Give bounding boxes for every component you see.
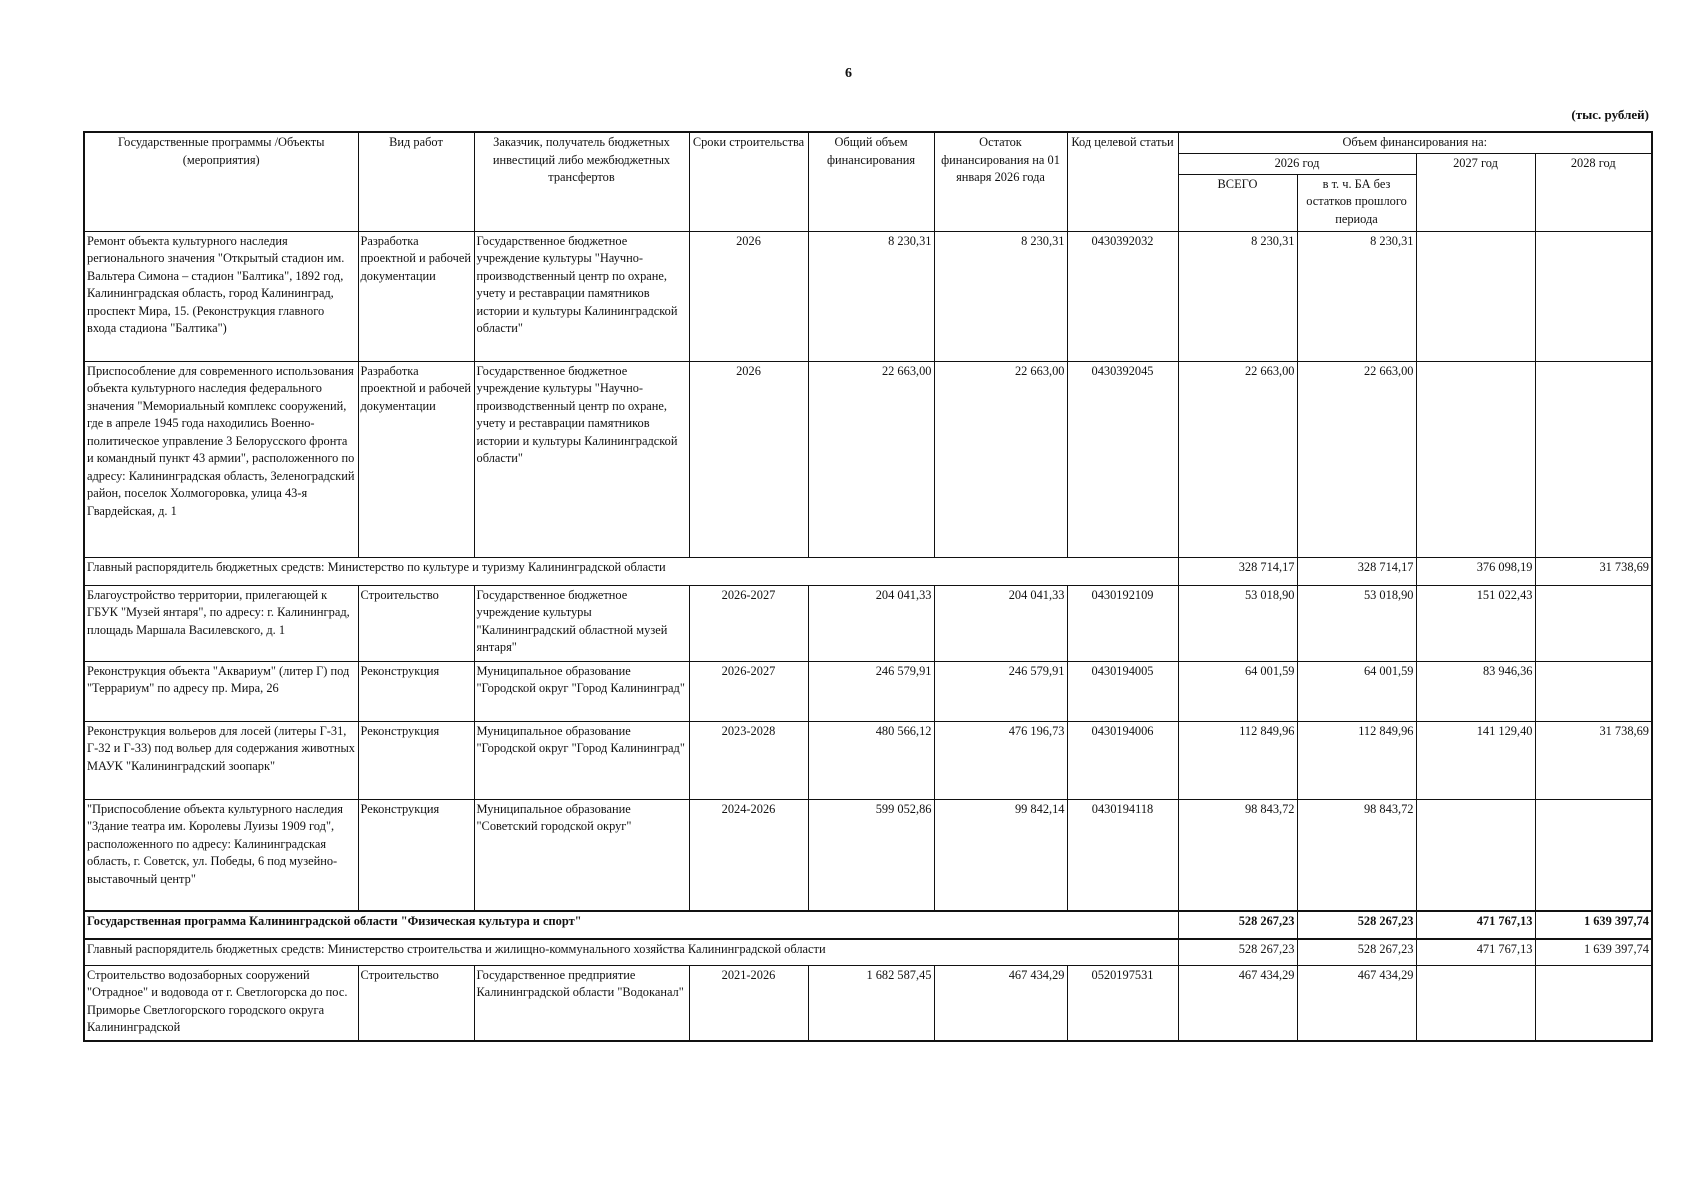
- value-2027: [1416, 231, 1535, 361]
- customer: Государственное бюджетное учреждение культуры "Калининградский областной музей янтаря": [474, 585, 689, 661]
- value-2027: 151 022,43: [1416, 585, 1535, 661]
- summary-row: [84, 939, 1652, 965]
- code: 0430194118: [1067, 799, 1178, 911]
- ba-2026: 528 267,23: [1297, 911, 1416, 939]
- value-2027: 471 767,13: [1416, 911, 1535, 939]
- ba-2026: 8 230,31: [1297, 231, 1416, 361]
- value-2028: [1535, 965, 1652, 1041]
- object-name: Приспособление для современного использования объекта культурного наследия федерального значения "Мемориальный комплекс сооружений, где в апреле 1945 года находились Военно-политическое управление 3 Белорусского фронта и командный пункт 43 армии", расположенного по адресу: Калининградская область, Зеленоградский район, поселок Холмогоровка, улица 43-я Гвардейская, д. 1: [84, 361, 358, 557]
- terms: 2023-2028: [689, 721, 808, 799]
- ba-2026: 98 843,72: [1297, 799, 1416, 911]
- value-2028: [1535, 661, 1652, 721]
- terms: 2026: [689, 361, 808, 557]
- header-2028: 2028 год: [1535, 153, 1652, 231]
- remainder: 476 196,73: [934, 721, 1067, 799]
- table-row: [84, 361, 1652, 557]
- header-programs: Государственные программы /Объекты (мероприятия): [84, 132, 358, 231]
- total: 480 566,12: [808, 721, 934, 799]
- ba-2026: 467 434,29: [1297, 965, 1416, 1041]
- value-2028: 1 639 397,74: [1535, 911, 1652, 939]
- value-2028: [1535, 585, 1652, 661]
- summary-row: [84, 557, 1652, 585]
- terms: 2024-2026: [689, 799, 808, 911]
- remainder: 99 842,14: [934, 799, 1067, 911]
- object-name: Реконструкция вольеров для лосей (литеры Г-31, Г-32 и Г-33) под вольер для содержания животных МАУК "Калининградский зоопарк": [84, 721, 358, 799]
- program-label: Государственная программа Калининградской области "Физическая культура и спорт": [84, 911, 1178, 939]
- table-row: [84, 965, 1652, 1041]
- code: 0430392045: [1067, 361, 1178, 557]
- code: 0430192109: [1067, 585, 1178, 661]
- value-2028: [1535, 799, 1652, 911]
- object-name: Строительство водозаборных сооружений "Отрадное" и водовода от г. Светлогорска до пос. Приморье Светлогорского городского округа Калининградской: [84, 965, 358, 1041]
- terms: 2026-2027: [689, 585, 808, 661]
- value-2027: [1416, 799, 1535, 911]
- all-2026: 528 267,23: [1178, 911, 1297, 939]
- work-type: Реконструкция: [358, 661, 474, 721]
- terms: 2021-2026: [689, 965, 808, 1041]
- all-2026: 528 267,23: [1178, 939, 1297, 965]
- value-2027: [1416, 361, 1535, 557]
- work-type: Разработка проектной и рабочей документации: [358, 361, 474, 557]
- header-terms: Сроки строительства: [689, 132, 808, 231]
- object-name: Реконструкция объекта "Аквариум" (литер Г) под "Террариум" по адресу пр. Мира, 26: [84, 661, 358, 721]
- table-row: [84, 231, 1652, 361]
- all-2026: 8 230,31: [1178, 231, 1297, 361]
- terms: 2026: [689, 231, 808, 361]
- work-type: Разработка проектной и рабочей документации: [358, 231, 474, 361]
- total: 22 663,00: [808, 361, 934, 557]
- all-2026: 22 663,00: [1178, 361, 1297, 557]
- work-type: Реконструкция: [358, 721, 474, 799]
- header-total: Общий объем финансирования: [808, 132, 934, 231]
- ba-2026: 53 018,90: [1297, 585, 1416, 661]
- all-2026: 53 018,90: [1178, 585, 1297, 661]
- remainder: 204 041,33: [934, 585, 1067, 661]
- all-2026: 112 849,96: [1178, 721, 1297, 799]
- ba-2026: 22 663,00: [1297, 361, 1416, 557]
- table-row: [84, 585, 1652, 661]
- customer: Государственное предприятие Калининградской области "Водоканал": [474, 965, 689, 1041]
- header-code: Код целевой статьи: [1067, 132, 1178, 231]
- program-row: [84, 911, 1652, 939]
- value-2028: [1535, 361, 1652, 557]
- header-all: ВСЕГО: [1178, 174, 1297, 231]
- financing-table: [83, 131, 1653, 1042]
- ba-2026: 528 267,23: [1297, 939, 1416, 965]
- code: 0430194005: [1067, 661, 1178, 721]
- customer: Муниципальное образование "Советский городской округ": [474, 799, 689, 911]
- value-2027: 141 129,40: [1416, 721, 1535, 799]
- value-2028: [1535, 231, 1652, 361]
- customer: Государственное бюджетное учреждение культуры "Научно-производственный центр по охране, учету и реставрации памятников истории и культуры Калининградской области": [474, 361, 689, 557]
- customer: Муниципальное образование "Городской округ "Город Калининград": [474, 721, 689, 799]
- total: 204 041,33: [808, 585, 934, 661]
- work-type: Реконструкция: [358, 799, 474, 911]
- object-name: "Приспособление объекта культурного наследия "Здание театра им. Королевы Луизы 1909 год", расположенного по адресу: Калининградская область, г. Советск, ул. Победы, 6 под музейно-выставочный центр": [84, 799, 358, 911]
- table-row: [84, 721, 1652, 799]
- all-2026: 98 843,72: [1178, 799, 1297, 911]
- ba-2026: 112 849,96: [1297, 721, 1416, 799]
- work-type: Строительство: [358, 965, 474, 1041]
- all-2026: 64 001,59: [1178, 661, 1297, 721]
- code: 0430194006: [1067, 721, 1178, 799]
- units-label: (тыс. рублей): [1571, 107, 1649, 122]
- remainder: 8 230,31: [934, 231, 1067, 361]
- header-ba: в т. ч. БА без остатков прошлого периода: [1297, 174, 1416, 231]
- remainder: 22 663,00: [934, 361, 1067, 557]
- value-2027: 471 767,13: [1416, 939, 1535, 965]
- header-row-1: [84, 132, 1652, 153]
- header-2026: 2026 год: [1178, 153, 1416, 174]
- object-name: Благоустройство территории, прилегающей к ГБУК "Музей янтаря", по адресу: г. Калининград, площадь Маршала Василевского, д. 1: [84, 585, 358, 661]
- total: 599 052,86: [808, 799, 934, 911]
- page-number: 6: [845, 66, 852, 81]
- table-row: [84, 799, 1652, 911]
- code: 0520197531: [1067, 965, 1178, 1041]
- header-2027: 2027 год: [1416, 153, 1535, 231]
- customer: Государственное бюджетное учреждение культуры "Научно-производственный центр по охране, учету и реставрации памятников истории и культуры Калининградской области": [474, 231, 689, 361]
- remainder: 467 434,29: [934, 965, 1067, 1041]
- header-work-type: Вид работ: [358, 132, 474, 231]
- value-2027: 83 946,36: [1416, 661, 1535, 721]
- all-2026: 328 714,17: [1178, 557, 1297, 585]
- ba-2026: 64 001,59: [1297, 661, 1416, 721]
- customer: Муниципальное образование "Городской округ "Город Калининград": [474, 661, 689, 721]
- value-2028: 31 738,69: [1535, 557, 1652, 585]
- summary-label: Главный распорядитель бюджетных средств: Министерство строительства и жилищно-коммунального хозяйства Калининградской области: [84, 939, 1178, 965]
- value-2028: 31 738,69: [1535, 721, 1652, 799]
- header-customer: Заказчик, получатель бюджетных инвестиций либо межбюджетных трансфертов: [474, 132, 689, 231]
- all-2026: 467 434,29: [1178, 965, 1297, 1041]
- code: 0430392032: [1067, 231, 1178, 361]
- summary-label: Главный распорядитель бюджетных средств: Министерство по культуре и туризму Калининградской области: [84, 557, 1178, 585]
- header-remainder: Остаток финансирования на 01 января 2026 года: [934, 132, 1067, 231]
- table-row: [84, 661, 1652, 721]
- value-2028: 1 639 397,74: [1535, 939, 1652, 965]
- work-type: Строительство: [358, 585, 474, 661]
- total: 1 682 587,45: [808, 965, 934, 1041]
- total: 246 579,91: [808, 661, 934, 721]
- value-2027: [1416, 965, 1535, 1041]
- object-name: Ремонт объекта культурного наследия регионального значения "Открытый стадион им. Вальтера Симона – стадион "Балтика", 1892 год, Калининградская область, город Калининград, проспект Мира, 15. (Реконструкция главного входа стадиона "Балтика"): [84, 231, 358, 361]
- header-volume: Объем финансирования на:: [1178, 132, 1652, 153]
- terms: 2026-2027: [689, 661, 808, 721]
- value-2027: 376 098,19: [1416, 557, 1535, 585]
- ba-2026: 328 714,17: [1297, 557, 1416, 585]
- total: 8 230,31: [808, 231, 934, 361]
- remainder: 246 579,91: [934, 661, 1067, 721]
